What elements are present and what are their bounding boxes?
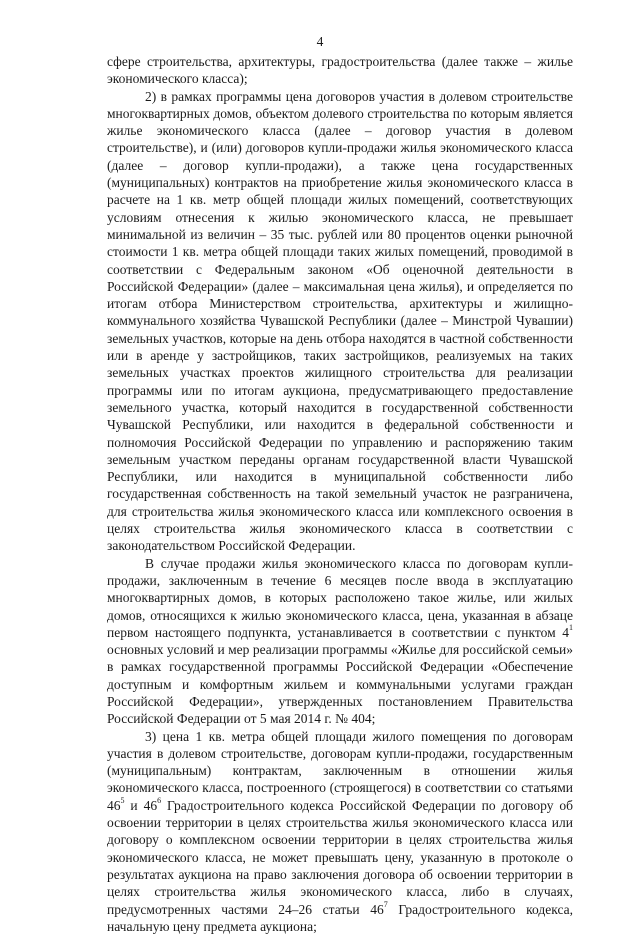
page-number: 4 — [316, 34, 324, 49]
paragraph-4-text-a: 3) цена 1 кв. метра общей площади жилого помещения по договорам участия в долевом строительстве, договорам купли-продажи, государственным (муниципальным) контрактам, заключенным в отношении жилья экономического класса, построенного (строящегося) в соответствии со статьями 46 — [107, 728, 573, 813]
paragraph-4-text-b: и 46 — [124, 797, 158, 813]
document-body — [107, 53, 573, 935]
paragraph-4-text-c: Градостроительного кодекса Российской Федерации по договору об освоении территории в целях строительства жилья экономического класса или договору о комплексном освоении территории в целях строительства жилья экономического класса, не может превышать цену, указанную в протоколе о результатах аукциона на право заключения договора об освоении территории в целях строительства жилья экономического класса, либо в случаях, предусмотренных частями 24–26 статьи 46 — [107, 797, 573, 917]
paragraph-3 — [107, 555, 573, 728]
superscript-1: 1 — [569, 623, 573, 633]
paragraph-1: сфере строительства, архитектуры, градостроительства (далее также – жилье экономического класса); — [107, 54, 573, 87]
paragraph-3-text-b: основных условий и мер реализации программы «Жилье для российской семьи» в рамках государственной программы Российской Федерации «Обеспечение доступным и комфортным жильем и коммунальными услугами граждан Российской Федерации», утвержденных постановлением Правительства Российской Федерации от 5 мая 2014 г. № 404; — [107, 642, 573, 727]
paragraph-4-text-d: Градостроительного кодекса, начальную цену предмета аукциона; — [107, 901, 574, 934]
superscript-6: 6 — [157, 796, 162, 806]
superscript-7: 7 — [383, 900, 388, 910]
paragraph-2: 2) в рамках программы цена договоров участия в долевом строительстве многоквартирных домов, объектом долевого строительства по которым является жилье экономического класса (далее – договор участия в долевом строительстве), и (или) договоров купли-продажи жилья экономического класса (далее – договор купли-продажи), а также цена государственных (муниципальных) контрактов на приобретение жилья экономического класса в расчете на 1 кв. метр общей площади жилых помещений, соответствующих условиям отнесения к жилью экономического класса, не превышает минимальной из величин – 35 тыс. рублей или 80 процентов оценки рыночной стоимости 1 кв. метра общей площади таких жилых помещений, проводимой в соответствии с Федеральным законом «Об оценочной деятельности в Российской Федерации» (далее – максимальная цена жилья), и определяется по итогам отбора Министерством строительства, архитектуры и жилищно-коммунального хозяйства Чувашской Республики (далее – Минстрой Чувашии) земельных участков, которые на день отбора находятся в частной собственности или в аренде у застройщиков, таких застройщиков, реализуемых на таких земельных участках проектов жилищного строительства для реализации программы или по итогам аукциона, предусматривающего предоставление земельного участка, который находится в государственной собственности Чувашской Республики, или находится в федеральной собственности и полномочия Российской Федерации по управлению и распоряжению таким земельным участком переданы органам государственной власти Чувашской Республики, или находится в муниципальной собственности либо государственная собственность на такой земельный участок не разграничена, для строительства жилья экономического класса или комплексного освоения в целях строительства жилья экономического класса в соответствии с законодательством Российской Федерации. — [107, 88, 573, 554]
paragraph-3-text-a: В случае продажи жилья экономического класса по договорам купли-продажи, заключенным в течение 6 месяцев после ввода в эксплуатацию многоквартирных домов, в которых расположено такое жилье, или жилых домов, относящихся к жилью экономического класса, цена, указанная в абзаце первом настоящего подпункта, устанавливается в соответствии с пунктом 4 — [107, 555, 573, 640]
superscript-5: 5 — [120, 796, 125, 806]
paragraph-4 — [107, 728, 573, 935]
